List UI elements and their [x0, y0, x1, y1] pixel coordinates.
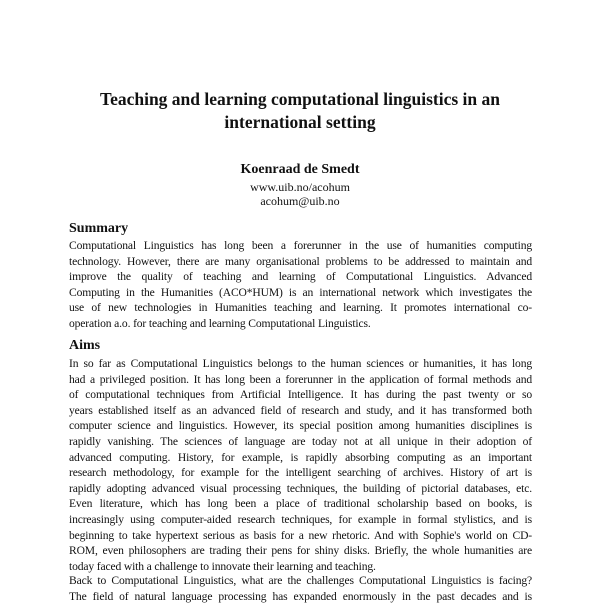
aims-line: rapidly vanishing. The sciences of language are today not at all unique in their adoption of: [69, 434, 532, 448]
summary-line: improve the quality of teaching and learning of Computational Linguistics. Advanced: [69, 270, 532, 284]
aims-line: beginning to take hypertext serious as basis for a new rhetoric. And with Sophie's world on CD-: [69, 528, 532, 542]
aims-line: computer science and linguistics. However, its special position among humanities disciplines is: [69, 419, 532, 433]
summary-heading: Summary: [69, 221, 129, 236]
aims-line: of computational techniques from Artificial Intelligence. It has during the past twenty or so: [69, 388, 532, 402]
author-url: www.uib.no/acohum: [250, 180, 350, 194]
back-line: Back to Computational Linguistics, what are the challenges Computational Linguistics is facing?: [69, 574, 532, 587]
back-line: The field of natural language processing has expanded enormously in the past decades and is: [69, 589, 532, 603]
summary-line: use of new technologies in Humanities teaching and learning. It promotes international co-: [69, 301, 532, 315]
aims-heading: Aims: [69, 338, 101, 353]
aims-line: had a privileged position. It has long been a forerunner in the application of formal methods and: [69, 372, 532, 386]
back-paragraph: [69, 573, 532, 604]
summary-line: operation a.o. for teaching and learning Computational Linguistics.: [69, 316, 371, 330]
aims-line: today faced with a challenge to innovate their learning and teaching.: [69, 559, 376, 573]
aims-paragraph: [69, 356, 532, 574]
author-email: acohum@uib.no: [260, 194, 340, 208]
summary-line: Computational Linguistics has long been a forerunner in the use of humanities computing: [69, 239, 532, 252]
aims-line: Even literature, which has long been a place of traditional scholarship based on books, is: [69, 497, 532, 511]
aims-line: rapidly adopting advanced visual processing techniques, the building of pictorial databases, etc.: [69, 481, 532, 495]
summary-line: technology. However, there are many organisational problems to be addressed to maintain and: [69, 254, 532, 268]
summary-line: Computing in the Humanities (ACO*HUM) is an international network which investigates the: [69, 285, 532, 299]
title-line-1: Teaching and learning computational linguistics in an: [100, 89, 500, 109]
aims-line: In so far as Computational Linguistics belongs to the human sciences or humanities, it has long: [69, 357, 532, 370]
aims-line: ROM, even philosophers are trading their pens for shiny disks. Briefly, the whole humanities are: [69, 544, 532, 558]
summary-paragraph: [69, 238, 532, 332]
paper-title: [70, 88, 530, 134]
aims-line: years established itself as an advanced field of research and study, and it has transformed both: [69, 403, 532, 417]
title-line-2: international setting: [224, 112, 376, 132]
author-name: Koenraad de Smedt: [240, 162, 360, 177]
aims-line: advanced computing. History, for example, is rapidly absorbing computing as an important: [69, 450, 532, 464]
aims-line: increasingly using computer-aided research techniques, for example in formal stylistics, and is: [69, 512, 532, 526]
aims-line: research methodology, for example for the intelligent searching of archives. History of art is: [69, 466, 532, 480]
